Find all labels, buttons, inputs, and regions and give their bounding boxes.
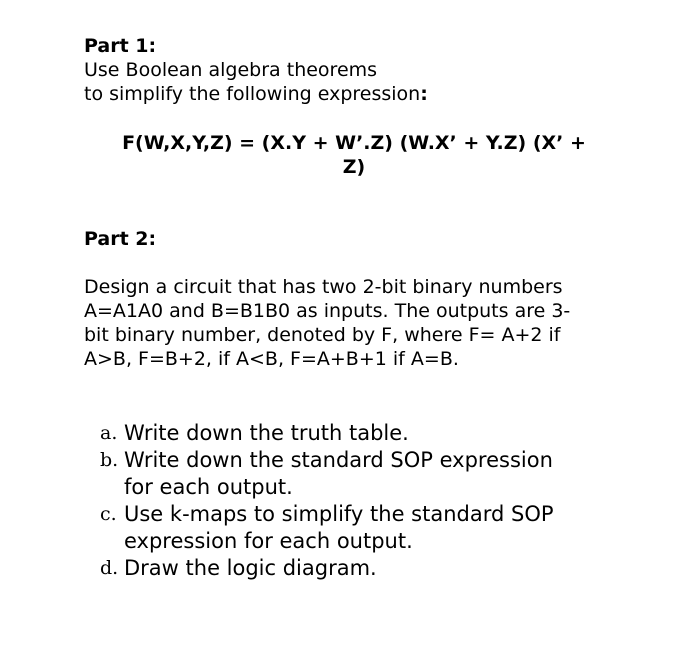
- question-text: Write down the truth table.: [124, 421, 409, 445]
- description-line: A=A1A0 and B=B1B0 as inputs. The outputs are 3-: [84, 300, 571, 322]
- part2-heading: Part 2:: [84, 228, 157, 250]
- question-item: [100, 420, 620, 447]
- part1-instruction-line: [84, 82, 428, 106]
- boolean-expression: [84, 131, 624, 179]
- question-text: Draw the logic diagram.: [124, 556, 377, 580]
- question-text: expression for each output.: [124, 529, 413, 553]
- expression-line: F(W,X,Y,Z) = (X.Y + W’.Z) (W.X’ + Y.Z) (X’ +: [122, 132, 586, 154]
- description-line: bit binary number, denoted by F, where F= A+2 if: [84, 324, 561, 346]
- instruction-colon: :: [420, 83, 428, 105]
- question-item: [100, 447, 620, 501]
- part1-instruction-text: to simplify the following expression: [84, 83, 421, 105]
- part1-instruction-line: Use Boolean algebra theorems: [84, 59, 378, 81]
- question-list: [100, 420, 620, 582]
- description-line: Design a circuit that has two 2-bit binary numbers: [84, 276, 563, 298]
- question-marker: b.: [100, 449, 119, 471]
- question-marker: d.: [100, 557, 119, 579]
- question-marker: c.: [100, 503, 117, 525]
- question-item: [100, 501, 620, 555]
- question-text: Use k-maps to simplify the standard SOP: [124, 502, 554, 526]
- question-marker: a.: [100, 422, 118, 444]
- question-item: [100, 555, 620, 582]
- problem-description: [84, 275, 624, 371]
- description-line: A>B, F=B+2, if A<B, F=A+B+1 if A=B.: [84, 348, 459, 370]
- question-text: Write down the standard SOP expression: [124, 448, 553, 472]
- expression-line: Z): [342, 156, 366, 178]
- question-text: for each output.: [124, 475, 293, 499]
- part1-heading: Part 1:: [84, 35, 157, 57]
